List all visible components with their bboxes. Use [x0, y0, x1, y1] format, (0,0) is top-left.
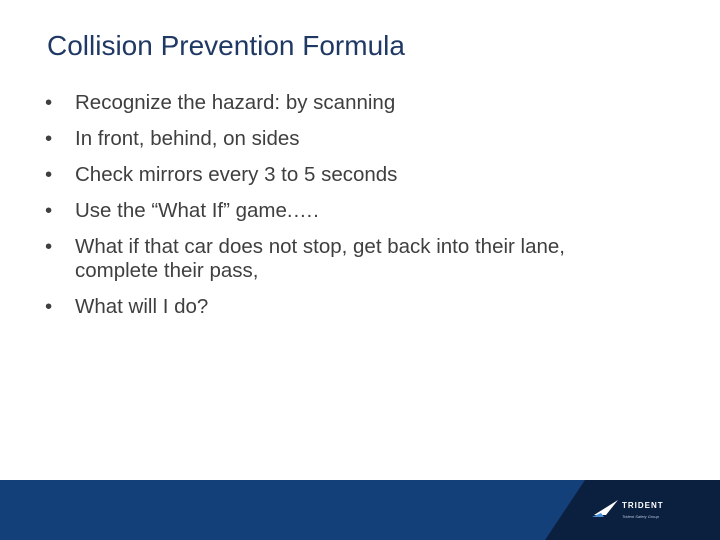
bullet-text: Check mirrors every 3 to 5 seconds	[75, 163, 398, 186]
bullet-item	[45, 199, 645, 223]
bullet-text: In front, behind, on sides	[75, 127, 300, 150]
bullet-text: Use the “What If” game.….	[75, 199, 319, 222]
bullet-text: Recognize the hazard: by scanning	[75, 91, 396, 114]
bullet-marker: •	[45, 235, 53, 258]
bullet-marker: •	[45, 295, 53, 318]
slide-title: Collision Prevention Formula	[47, 30, 405, 61]
trident-arrow-logo-icon	[592, 498, 620, 518]
logo-tagline: Trident Safety Group	[622, 514, 659, 519]
bullet-marker: •	[45, 163, 53, 186]
bullet-marker: •	[45, 127, 53, 150]
bullet-item	[45, 163, 645, 187]
bullet-marker: •	[45, 199, 53, 222]
bullet-text: What if that car does not stop, get back into their lane, complete their pass,	[75, 235, 565, 282]
bullet-text: What will I do?	[75, 295, 209, 318]
bullet-item	[45, 91, 645, 115]
bullet-item	[45, 127, 645, 151]
bullet-item	[45, 295, 645, 319]
bullet-item	[45, 235, 645, 283]
bullet-marker: •	[45, 91, 53, 114]
footer-blue-panel	[0, 480, 585, 540]
bullet-list	[45, 91, 645, 331]
logo-name: TRIDENT	[622, 501, 664, 510]
